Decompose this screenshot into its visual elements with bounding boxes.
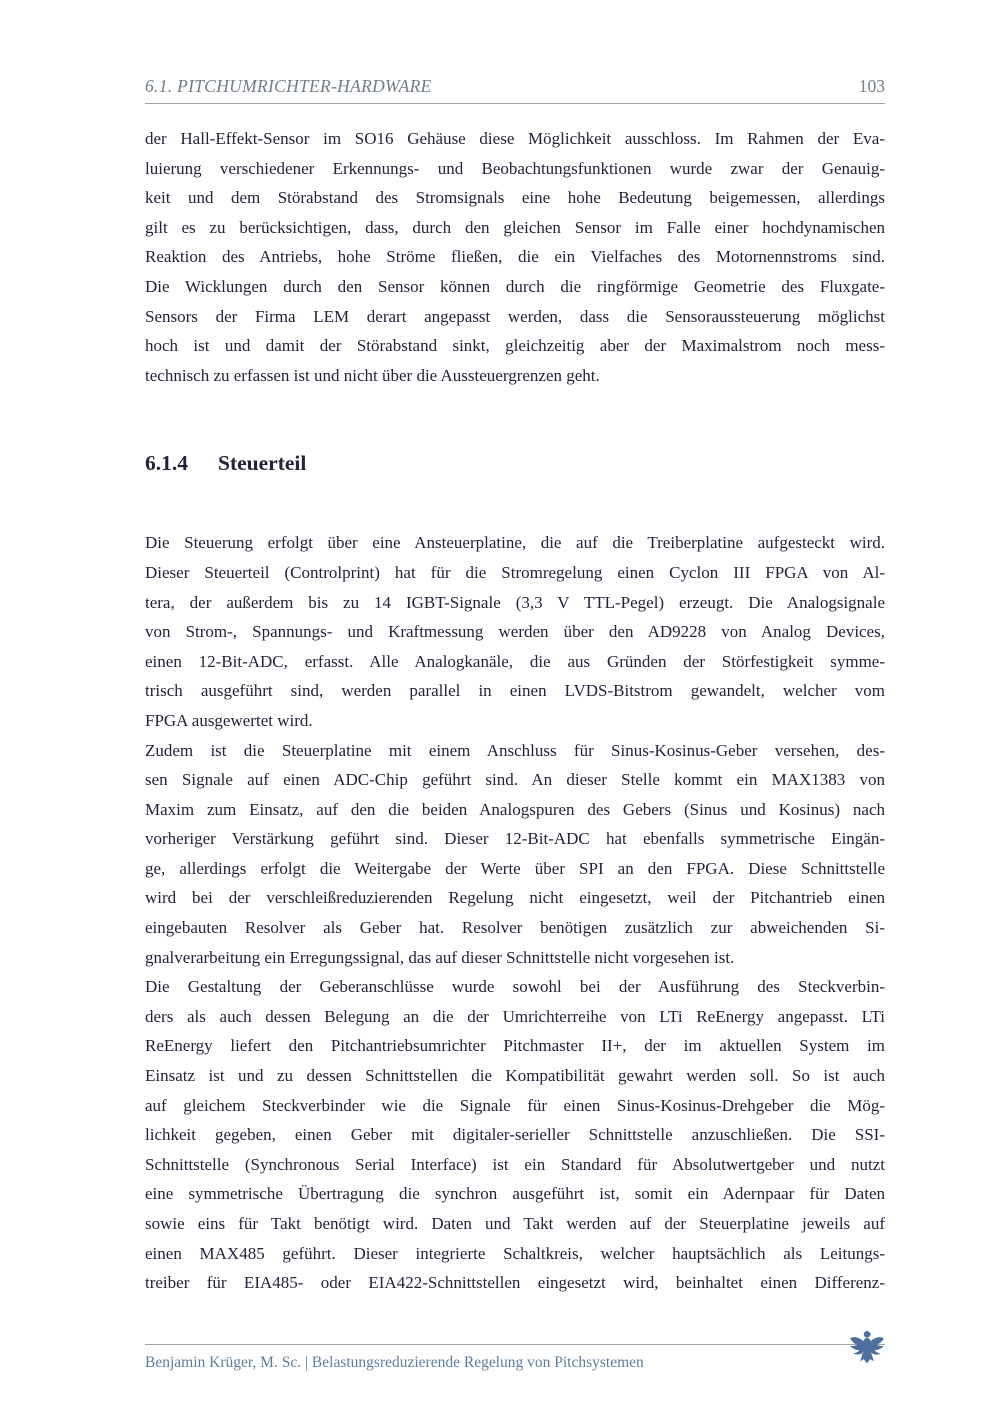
text-line: Die Gestaltung der Geberanschlüsse wurde sowohl bei der Ausführung des Steckverbin- [145,977,885,997]
text-line: Zudem ist die Steuerplatine mit einem Anschluss für Sinus-Kosinus-Geber versehen, des- [145,740,885,760]
text-line: ReEnergy liefert den Pitchantriebsumrichter Pitchmaster II+, der im aktuellen System im [145,1036,885,1056]
paragraph [145,124,885,390]
text-line: ge, allerdings erfolgt die Weitergabe der Werte über SPI an den FPGA. Diese Schnittstelle [145,858,885,878]
text-line: luierung verschiedener Erkennungs- und Beobachtungsfunktionen wurde zwar der Genauig- [145,158,885,178]
section-heading [145,450,885,476]
text-line: eine symmetrische Übertragung die synchron ausgeführt ist, somit ein Adernpaar für Daten [145,1184,885,1204]
text-line: lichkeit gegeben, einen Geber mit digitaler-serieller Schnittstelle anzuschließen. Die SSI- [145,1125,885,1145]
text-line: sowie eins für Takt benötigt wird. Daten und Takt werden auf der Steuerplatine jeweils auf [145,1214,885,1233]
text-line: sen Signale auf einen ADC-Chip geführt sind. An dieser Stelle kommt ein MAX1383 von [145,770,885,790]
text-line: gilt es zu berücksichtigen, dass, durch den gleichen Sensor im Falle einer hochdynamischen [145,217,885,237]
text-line: Sensors der Firma LEM derart angepasst werden, dass die Sensoraussteuerung möglichst [145,306,885,326]
eagle-crest-icon [849,1328,885,1366]
running-head: 6.1. PITCHUMRICHTER-HARDWARE [145,76,432,96]
text-line: Die Steuerung erfolgt über eine Ansteuerplatine, die auf die Treiberplatine aufgesteckt wird. [145,533,885,553]
text-line: Maxim zum Einsatz, auf den die beiden Analogspuren des Gebers (Sinus und Kosinus) nach [145,799,885,819]
text-line: eingebauten Resolver als Geber hat. Resolver benötigen zusätzlich zur abweichenden Si- [145,918,885,938]
footer-credit: Benjamin Krüger, M. Sc. | Belastungsreduzierende Regelung von Pitchsystemen [145,1354,644,1371]
text-line: keit und dem Störabstand des Stromsignals eine hohe Bedeutung beigemessen, allerdings [145,188,885,208]
page-footer [145,1344,885,1392]
text-line: Dieser Steuerteil (Controlprint) hat für die Stromregelung einen Cyclon III FPGA von Al- [145,562,885,582]
text-line: einen 12-Bit-ADC, erfasst. Alle Analogkanäle, die aus Gründen der Störfestigkeit symme- [145,651,885,671]
text-line: FPGA ausgewertet wird. [145,710,313,730]
text-line: hoch ist und damit der Störabstand sinkt, gleichzeitig aber der Maximalstrom noch mess- [145,336,885,356]
text-line: ders als auch dessen Belegung an die der Umrichterreihe von LTi ReEnergy angepasst. LTi [145,1006,885,1026]
header-rule [145,103,885,104]
text-line: Schnittstelle (Synchronous Serial Interface) ist ein Standard für Absolutwertgeber und nutzt [145,1154,885,1174]
text-line: auf gleichem Steckverbinder wie die Signale für einen Sinus-Kosinus-Drehgeber die Mög- [145,1095,885,1115]
text-line: gnalverarbeitung ein Erregungssignal, das auf dieser Schnittstelle nicht vorgesehen ist. [145,947,735,967]
text-line: der Hall-Effekt-Sensor im SO16 Gehäuse diese Möglichkeit ausschloss. Im Rahmen der Eva- [145,129,885,148]
text-line: wird bei der verschleißreduzierenden Regelung nicht eingesetzt, weil der Pitchantrieb einen [145,888,885,908]
text-line: tera, der außerdem bis zu 14 IGBT-Signale (3,3 V TTL-Pegel) erzeugt. Die Analogsignale [145,592,885,612]
text-line: Reaktion des Antriebs, hohe Ströme fließen, die ein Vielfaches des Motornennstroms sind. [145,247,885,267]
text-line: vorheriger Verstärkung geführt sind. Dieser 12-Bit-ADC hat ebenfalls symmetrische Eingän- [145,829,885,849]
body-text [145,124,885,1298]
text-line: Die Wicklungen durch den Sensor können durch die ringförmige Geometrie des Fluxgate- [145,276,885,296]
text-line: technisch zu erfassen ist und nicht über die Aussteuergrenzen geht. [145,365,600,385]
text-line: treiber für EIA485- oder EIA422-Schnittstellen eingesetzt wird, beinhaltet einen Differenz- [145,1273,885,1293]
section-number: 6.1.4 [145,451,188,476]
paragraph [145,736,885,973]
paragraph [145,972,885,1298]
text-line: von Strom-, Spannungs- und Kraftmessung werden über den AD9228 von Analog Devices, [145,622,885,642]
page-number: 103 [858,76,885,96]
text-line: trisch ausgeführt sind, werden parallel in einen LVDS-Bitstrom gewandelt, welcher vom [145,681,885,701]
paragraph [145,528,885,735]
text-line: einen MAX485 geführt. Dieser integrierte Schaltkreis, welcher hauptsächlich als Leitungs- [145,1243,885,1263]
text-line: Einsatz ist und zu dessen Schnittstellen die Kompatibilität gewahrt werden soll. So ist auch [145,1066,885,1086]
section-title: Steuerteil [218,451,307,476]
running-header [145,76,885,97]
